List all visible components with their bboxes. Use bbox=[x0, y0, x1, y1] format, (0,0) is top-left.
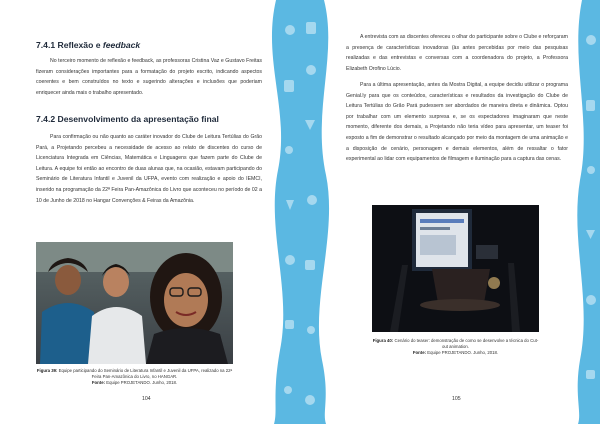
photo-teaser-setup bbox=[372, 205, 539, 332]
photo-team-seminar bbox=[36, 242, 233, 364]
page-number: 104 bbox=[142, 396, 151, 402]
paragraph-reflexao: No terceiro momento de reflexão e feedback, as professoras Cristina Vaz e Gustavo Freitas fizeram considerações importantes para a formatação do projeto escrito, indicando aspectos coerentes e bem construídos no texto e sugerindo alterações e inclusões que poderiam enriquecer ainda mais o trabalho apresentado. bbox=[36, 58, 262, 96]
section-heading-desenvolvimento: 7.4.2 Desenvolvimento da apresentação final bbox=[36, 114, 219, 124]
decorative-edge-band bbox=[300, 0, 346, 424]
paragraph-entrevista: A entrevista com as discentes ofereceu o olhar do participante sobre o Clube e reforçaram a presença de características inovadoras (às antes percebidas por meio das pesquisas realizadas e das entrevistas e conversas com a coordenadora do projeto, a Professora Elizabeth Orofino Lúcio. bbox=[346, 34, 568, 72]
paragraph-desenvolvimento: Para confirmação ou não quanto ao caráter inovador do Clube de Leitura Tertúlias do Grão Pará, a Projetando percebeu a necessidade de acesso ao relato de discentes do curso de Licenciatura Integrada em Ciências, Matemática e Linguagens que fazem parte do Clube de Leitura. A equipe foi então ao encontro de duas alunas que, na ocasião, estavam participando do Seminário de Literatura Infantil e Juvenil da UFPA, evento com realização e apoio do IEMCI, inserido na programação da 22ª Feira Pan-Amazônica do Livro que aconteceu no período de 02 a 10 de Junho de 2018 no Hangar Convenções & Feiras da Amazônia. bbox=[36, 134, 262, 204]
paragraph-apresentacao: Para a última apresentação, antes da Mostra Digital, a equipe decidiu utilizar o programa Genial.ly para que os conteúdos, características e resultados da investigação do Clube de Leitura Tertúlias do Grão Pará pudessem ser abordados de maneira direta e dinâmica. Optou por trabalhar com um elemento surpresa e, se os espectadores imaginaram que neste momento, diferente dos demais, a Projetando não teria vídeo para apresentar, um teaser foi exposto a fim de demonstrar o resultado alcançado por meio da montagem de uma animação e a disposição de cenário, personagem e demais elementos, além de ressaltar o fator experimental ao lidar com equipamentos de filmagem e iluminação para a captura das cenas. bbox=[346, 82, 568, 163]
figure-39-caption: Figura 39: Equipe participando do Seminário de Literatura Infantil e Juvenil da UFPA, realizado na 22ª Feira Pan-Amazônica do Livro, no HANGAR. Fonte: Equipe PROJETANDO. Junho, 2018. bbox=[36, 368, 233, 385]
page-number: 105 bbox=[452, 396, 461, 402]
right-page bbox=[300, 0, 600, 424]
figure-40-caption: Figura 40: Cenário do teaser: demonstração de como se desenvolve a técnica do Cut-out animation. Fonte: Equipe PROJETANDO. Junho, 2018. bbox=[372, 338, 539, 355]
decorative-edge-band bbox=[564, 0, 600, 424]
section-heading-reflexao: 7.4.1 Reflexão e feedback bbox=[36, 40, 141, 50]
decorative-edge-band bbox=[256, 0, 300, 424]
